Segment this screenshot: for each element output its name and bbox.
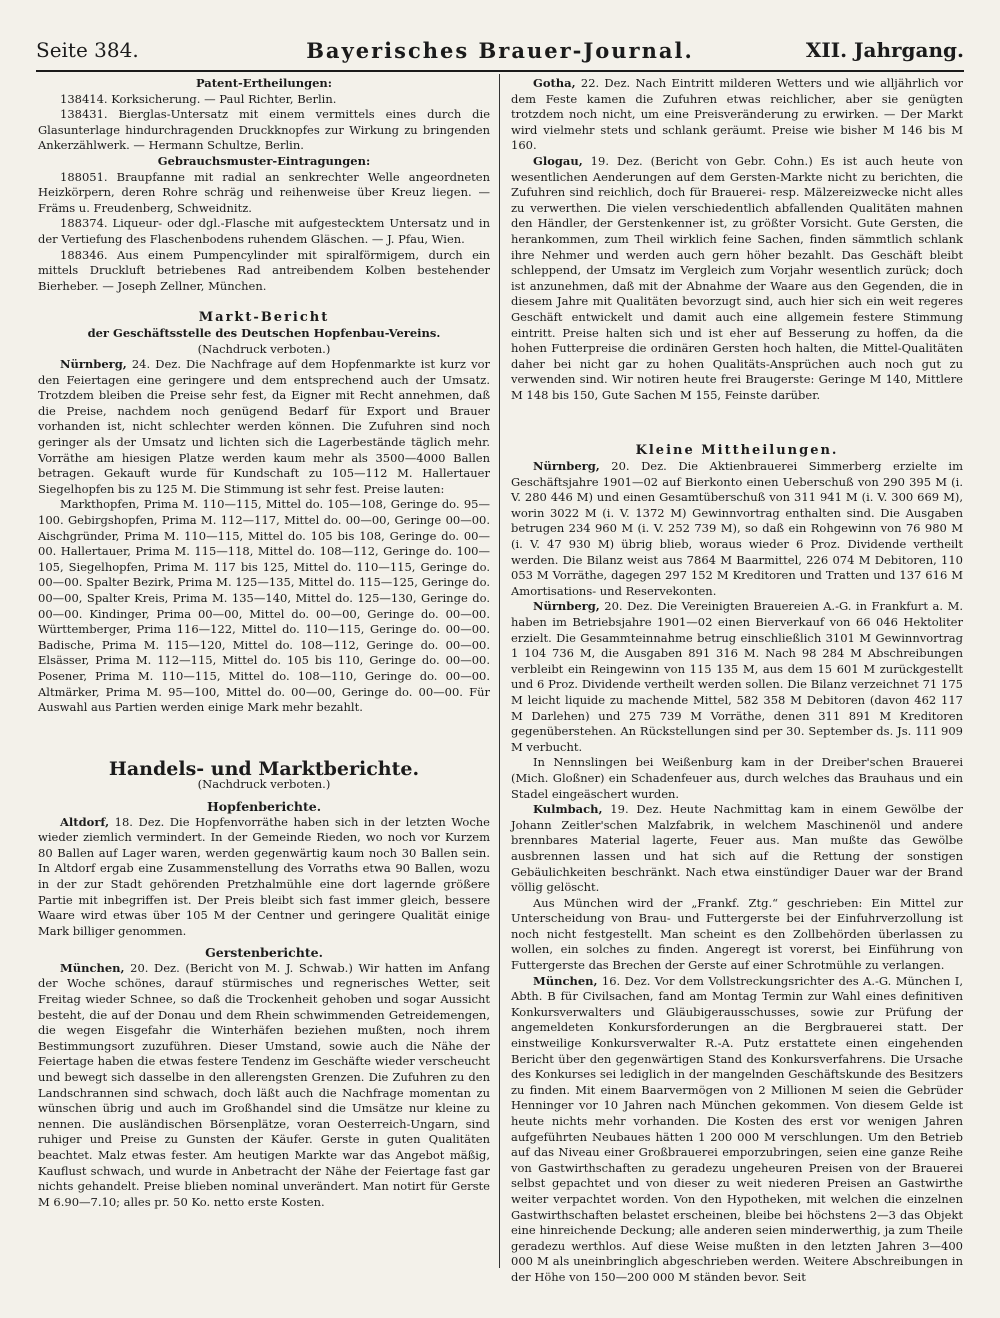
column-divider	[499, 74, 500, 1268]
dateline-place: Nürnberg,	[60, 357, 127, 372]
article-altdorf: Altdorf, 18. Dez. Die Hopfenvorräthe haben sich in der letzten Woche wieder ziemlich vermindert. In der Gemeinde Rieden, wo noch vor Kurzem 80 Ballen auf Lager waren, werden gegenwärtig kaum noch 30 Ballen sein. In Altdorf ergab eine Zusammenstellung des Vorraths etwa 90 Ballen, wozu in der zur Stadt gehörenden Pretzhalmühle eine dort lagernde größere Partie mit inbegriffen ist. Der Preis bleibt sich fast immer gleich, bessere Waare wird etwas über 105 M der Centner und geringere Qualität einige Mark billiger genommen.	[38, 814, 490, 938]
small-news-heading: Kleine Mittheilungen.	[635, 443, 839, 459]
dateline-place: Glogau,	[533, 153, 583, 168]
news-item: Nürnberg, 20. Dez. Die Vereinigten Brauereien A.-G. in Frankfurt a. M. haben im Betriebsjahre 1901—02 einen Bierverkauf von 66 046 Hektoliter erzielt. Die Gesammteinnahme betrug einschließlich 3101 M Gewinnvortrag 1 104 736 M, die Ausgaben 891 316 M. Nach 98 284 M Abschreibungen verbleibt ein Reingewinn von 115 135 M, aus dem 15 601 M zurückgestellt und 6 Proz. Dividende vertheilt werden sollen. Die Bilanz verzeichnet 71 175 M leicht liquide zu machende Mittel, 582 358 M Debitoren (davon 462 117 M Darlehen) und 275 739 M Vorräthe, denen 311 891 M Kreditoren gegenüberstehen. An Rückstellungen sind per 30. September ds. Js. 111 909 M verbucht.	[511, 599, 963, 754]
model-entry: 188374. Liqueur- oder dgl.-Flasche mit aufgestecktem Untersatz und in der Vertiefung des Flaschenbodens ruhendem Gläschen. — J. Pfau, Wien.	[38, 216, 490, 246]
news-item: Aus München wird der „Frankf. Ztg.“ geschrieben: Ein Mittel zur Unterscheidung von Brau- und Futtergerste bei der Einfuhrverzollung ist noch nicht festgestellt. Man scheint es den Zollbehörden überlassen zu wollen, ein solches zu finden. Angeregt ist vorerst, bei Einführung von Futtergerste das Brechen der Gerste auf einer Schrotmühle zu verlangen.	[511, 895, 963, 973]
dateline-place: Nürnberg,	[533, 459, 600, 474]
left-column	[38, 76, 490, 1210]
dateline-place: Gotha,	[533, 76, 576, 90]
news-item: In Nennslingen bei Weißenburg kam in der Dreiber'schen Brauerei (Mich. Gloßner) ein Schadenfeuer aus, durch welches das Brauhaus und ein Stadel eingeäschert wurden.	[511, 755, 963, 801]
news-item: Kulmbach, 19. Dez. Heute Nachmittag kam in einem Gewölbe der Johann Zeitler'schen Malzfabrik, in welchem Maschinenöl und andere brennbares Material lagerte, Feuer aus. Man mußte das Gewölbe ausbrennen lassen und hat sich auf die Rettung der sonstigen Gebäulichkeiten beschränkt. Nach etwa einstündiger Dauer war der Brand völlig gelöscht.	[511, 802, 963, 895]
journal-title: Bayerisches Brauer-Journal.	[306, 38, 694, 63]
model-entry: 188051. Braupfanne mit radial an senkrechter Welle angeordneten Heizkörpern, deren Rohre schräg und reihenweise über Kreuz liegen. — Främs u. Freudenberg, Schweidnitz.	[38, 169, 490, 215]
hop-reports-heading: Hopfenberichte.	[206, 798, 322, 814]
header-rule	[36, 70, 964, 72]
article-muenchen-barley: München, 20. Dez. (Bericht von M. J. Schwab.) Wir hatten im Anfang der Woche schönes, darauf stürmisches und regnerisches Wetter, seit Freitag wieder Schnee, so daß die Trockenheit gehoben und sogar Aussicht besteht, die auf der Donau und dem Rhein schwimmenden Getreidemengen, die wegen Eisgefahr die Winterhäfen beziehen mußten, noch ihrem Bestimmungsort zuzuführen. Dieser Umstand, sowie auch die Nähe der Feiertage haben die etwas festere Tendenz im Geschäfte wieder verscheucht und bewegt sich dasselbe in den allerengsten Grenzen. Die Zufuhren zu den Landschrannen sind schwach, doch läßt auch die Nachfrage momentan zu wünschen übrig und auch im Großhandel sind die Umsätze nur kleine zu nennen. Die ausländischen Börsenplätze, voran Oesterreich-Ungarn, sind ruhiger und Preise zu Gunsten der Käufer. Gerste in guten Qualitäten beachtet. Malz etwas fester. Am heutigen Markte war das Angebot mäßig, Kauflust schwach, und wurde in Anbetracht der Nähe der Feiertage fast gar nichts gehandelt. Preise blieben nominal unverändert. Man notirt für Gerste M 6.90—7.10; alles pr. 50 Ko. netto erste Kosten.	[38, 960, 490, 1209]
reprint-note: (Nachdruck verboten.)	[197, 777, 331, 792]
patents-heading: Patent-Ertheilungen:	[195, 76, 333, 90]
reprint-note: (Nachdruck verboten.)	[197, 341, 331, 356]
article-glogau: Glogau, 19. Dez. (Bericht von Gebr. Cohn.) Es ist auch heute von wesentlichen Aenderungen auf dem Gersten-Markte nicht zu berichten, die Zufuhren sind reichlich, doch für Brauerei- resp. Mälzereizwecke nicht alles zu verwerthen. Die vielen verschiedentlich abfallenden Qualitäten mahnen den Händler, der Gerstenkenner ist, zu größter Vorsicht. Gute Gersten, die herankommen, zum Theil wirklich feine Sachen, finden sämmtlich schlank ihre Nehmer und werden auch gern höher bezahlt. Das Geschäft bleibt schleppend, der Umsatz im Vergleich zum Vorjahr wesentlich zurück; doch ist anzunehmen, daß mit der Abnahme der Waare aus den Gegenden, die in diesem Jahre mit Qualitäten bevorzugt sind, auch hier sich ein weit regeres Geschäft entwickelt und damit auch eine allgemein festere Stimmung eintritt. Preise halten sich und ist eher auf Besserung zu hoffen, da die hohen Futterpreise die ordinären Gersten hoch halten, die Mittel-Qualitäten daher bei nicht gar zu hohen Qualitäts-Ansprüchen auch noch gut zu verwenden sind. Wir notiren heute frei Braugerste: Geringe M 140, Mittlere M 148 bis 150, Gute Sachen M 155, Feinste darüber.	[511, 153, 963, 402]
volume-label: XII. Jahrgang.	[805, 38, 964, 62]
trade-reports-heading: Handels- und Marktberichte.	[108, 757, 420, 780]
models-heading: Gebrauchsmuster-Eintragungen:	[157, 153, 371, 168]
right-column	[511, 76, 963, 1286]
patent-entry: 138414. Korksicherung. — Paul Richter, Berlin.	[60, 91, 337, 106]
page-number: Seite 384.	[36, 38, 139, 62]
dateline-place: Kulmbach,	[533, 802, 603, 817]
page-header	[36, 38, 964, 72]
article-nuernberg-hops: Nürnberg, 24. Dez. Die Nachfrage auf dem Hopfenmarkte ist kurz vor den Feiertagen eine geringere und dem entsprechend auch der Umsatz. Trotzdem bleiben die Preise sehr fest, da Eigner mit Recht annehmen, daß die Preise, nachdem noch genügend Bedarf für Export und Brauer vorhanden ist, nicht schlechter werden können. Die Zufuhren sind noch geringer als der Umsatz und lichten sich die Lagerbestände täglich mehr. Vorräthe am hiesigen Platze werden kaum mehr als 3500—4000 Ballen betragen. Gekauft wurde für Kundschaft zu 105—112 M. Hallertauer Siegelhopfen bis zu 125 M. Die Stimmung ist sehr fest. Preise lauten:	[38, 357, 490, 496]
market-report-subheading: der Geschäftsstelle des Deutschen Hopfenbau-Vereins.	[87, 325, 441, 340]
market-report-heading: Markt-Bericht	[198, 310, 330, 326]
patent-entry: 138431. Bierglas-Untersatz mit einem vermittels eines durch die Glasunterlage hindurchragenden Druckknopfes zur Wirkung zu bringenden Ankerzählwerk. — Hermann Schultze, Berlin.	[38, 107, 490, 153]
news-item: München, 16. Dez. Vor dem Vollstreckungsrichter des A.-G. München I, Abth. B für Civilsachen, fand am Montag Termin zur Wahl eines definitiven Konkursverwalters und Gläubigerausschusses, sowie zur Prüfung der angemeldeten Konkursforderungen an die Bergbrauerei statt. Der einstweilige Konkursverwalter R.-A. Putz erstattete einen eingehenden Bericht über den gegenwärtigen Stand des Konkursverfahrens. Die Ursache des Konkurses sei lediglich in der mangelnden Geschäftskunde des Besitzers zu finden. Mit einem Baarvermögen von 2 Millionen M seien die Gebrüder Henninger vor 10 Jahren nach München gekommen. Von diesem Gelde ist heute nichts mehr vorhanden. Die Kosten des erst vor wenigen Jahren aufgeführten Neubaues hätten 1 200 000 M verschlungen. Um den Betrieb auf das Niveau einer Großbrauerei emporzubringen, seien eine ganze Reihe von Gastwirthschaften zu geradezu ungeheuren Preisen von der Brauerei selbst gepachtet und von dieser zu weit niederen Preisen an Gastwirthe weiter verpachtet worden. Von den Hypotheken, mit welchen die einzelnen Gastwirthschaften belastet erscheinen, bleibe bei höchstens 2—3 das Objekt eine hinreichende Deckung; alle anderen seien minderwerthig, ja zum Theile geradezu werthlos. Auf diese Weise mußten in den letzten Jahren 3—400 000 M als uneinbringlich abgeschrieben werden. Weitere Abschreibungen in der Höhe von 150—200 000 M ständen bevor. Seit	[511, 973, 963, 1284]
model-entry: 188346. Aus einem Pumpencylinder mit spiralförmigem, durch ein mittels Druckluft betriebenes Rad antreibendem Kolben bestehender Bierheber. — Joseph Zellner, München.	[38, 247, 490, 293]
dateline-place: Nürnberg,	[533, 599, 600, 614]
dateline-place: München,	[60, 960, 125, 975]
news-item: Nürnberg, 20. Dez. Die Aktienbrauerei Simmerberg erzielte im Geschäftsjahre 1901—02 auf Bierkonto einen Ueberschuß von 290 395 M (i. V. 280 446 M) und einen Gesamtüberschuß von 311 941 M (i. V. 300 669 M), worin 3022 M (i. V. 1372 M) Gewinnvortrag enthalten sind. Die Ausgaben betrugen 234 960 M (i. V. 252 739 M), so daß ein Rohgewinn von 76 980 M (i. V. 47 930 M) übrig blieb, woraus wieder 6 Proz. Dividende vertheilt werden. Die Bilanz weist aus 7864 M Baarmittel, 226 074 M Debitoren, 110 053 M Vorräthe, dagegen 297 152 M Kreditoren und Tratten und 137 616 M Amortisations- und Reservekonten.	[511, 459, 963, 598]
barley-reports-heading: Gerstenberichte.	[205, 945, 323, 961]
dateline-place: München,	[533, 973, 598, 988]
article-gotha: Gotha, 22. Dez. Nach Eintritt milderen Wetters und wie alljährlich vor dem Feste kamen die Zufuhren etwas reichlicher, aber sie genügten trotzdem noch nicht, um eine Preisveränderung zu erwirken. — Der Markt wird vielmehr stets und schlank geräumt. Preise wie bisher M 146 bis M 160.	[511, 76, 963, 153]
hop-price-list: Markthopfen, Prima M. 110—115, Mittel do. 105—108, Geringe do. 95—100. Gebirgshopfen, Prima M. 112—117, Mittel do. 00—00, Geringe 00—00. Aischgründer, Prima M. 110—115, Mittel do. 105 bis 108, Geringe do. 00—00. Hallertauer, Prima M. 115—118, Mittel do. 108—112, Geringe do. 100—105, Siegelhopfen, Prima M. 117 bis 125, Mittel do. 110—115, Geringe do. 00—00. Spalter Bezirk, Prima M. 125—135, Mittel do. 115—125, Geringe do. 00—00, Spalter Kreis, Prima M. 135—140, Mittel do. 125—130, Geringe do. 00—00. Kindinger, Prima 00—00, Mittel do. 00—00, Geringe do. 00—00. Württemberger, Prima 116—122, Mittel do. 110—115, Geringe do. 00—00. Badische, Prima M. 115—120, Mittel do. 108—112, Geringe do. 00—00. Elsässer, Prima M. 112—115, Mittel do. 105 bis 110, Geringe do. 00—00. Posener, Prima M. 110—115, Mittel do. 108—110, Geringe do. 00—00. Altmärker, Prima M. 95—100, Mittel do. 00—00, Geringe do. 00—00. Für Auswahl aus Partien werden einige Mark mehr bezahlt.	[38, 497, 490, 715]
dateline-place: Altdorf,	[60, 814, 110, 829]
